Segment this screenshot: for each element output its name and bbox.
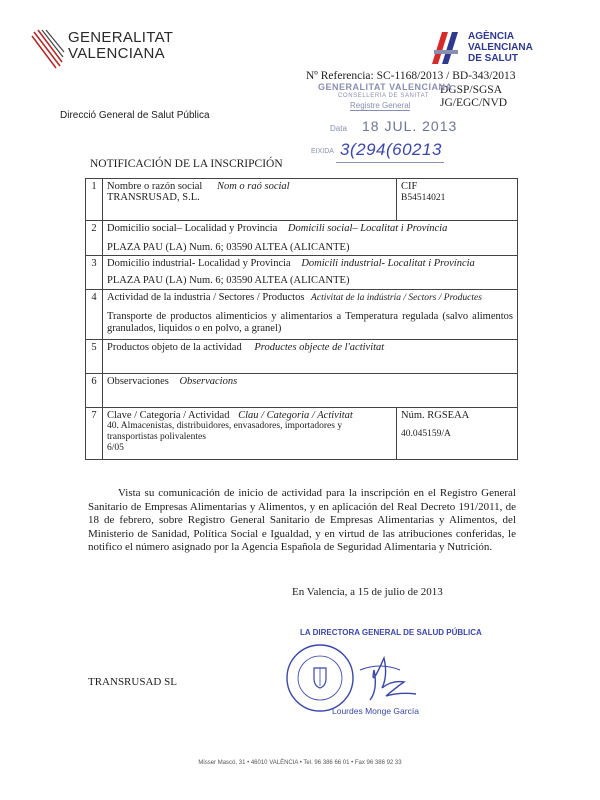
form-row-name — [86, 179, 518, 221]
logo-line-2: VALENCIANA — [68, 45, 165, 62]
activity-description: Transporte de productos alimenticios y alimentarios a Temperatura regulada (salvo alimentos granulados, liquidos o en polvo, a granel) — [107, 311, 513, 334]
stamp-exit-label: EIXIDA — [311, 148, 334, 155]
cif-value: B54514021 — [401, 193, 446, 203]
field-label: Productos objeto de la actividad — [107, 342, 242, 353]
form-row-category — [86, 408, 518, 460]
stamp-exit-number: 3(294(60213 — [340, 140, 442, 159]
aval-emblem-icon — [430, 28, 464, 68]
reference-code-1: DGSP/SGSA — [440, 84, 502, 96]
row-number: 2 — [86, 221, 103, 256]
field-label: Observaciones — [107, 376, 169, 387]
form-row-observations — [86, 374, 518, 408]
field-label-valencian: Productes objecte de l'activitat — [254, 342, 385, 353]
field-label-valencian: Domicili social– Localitat i Província — [287, 223, 448, 234]
aval-line-3: DE SALUT — [468, 53, 518, 64]
field-label-valencian: Activitat de la indústria / Sectors / Productes — [311, 293, 482, 303]
row-number: 3 — [86, 256, 103, 290]
signatory-name: Lourdes Monge García — [332, 706, 419, 716]
row-number: 5 — [86, 340, 103, 374]
aval-line-1: AGÈNCIA — [468, 31, 515, 42]
department-name: Direcció General de Salut Pública — [60, 110, 210, 121]
logo-line-1: GENERALITAT — [68, 29, 174, 46]
document-title: NOTIFICACIÓN DE LA INSCRIPCIÓN — [90, 158, 283, 170]
company-name: TRANSRUSAD, S.L. — [107, 192, 200, 203]
row-number: 7 — [86, 408, 103, 460]
notification-body: Vista su comunicación de inicio de actividad para la inscripción en el Registro General Sanitario de Empresas Alimentarias y Alimentos, y en aplicación del Real Decreto 191/2011, de 18 de febrero, sobre Registro General Sanitario de Empresas Alimentarias y Alimentos, del Ministerio de Sanidad, Política Social e Igualdad, y en virtud de las atribuciones conferidas, le notifico el número asignado por la Agencia Española de Seguridad Alimentaria y Nutrición. — [88, 487, 516, 553]
form-row-activity — [86, 290, 518, 340]
stamp-line-1: GENERALITAT VALENCIANA — [318, 82, 453, 92]
stamp-line-3: Registre General — [350, 101, 411, 110]
field-label: Clave / Categoría / Actividad — [107, 410, 230, 421]
form-row-products — [86, 340, 518, 374]
row-number: 1 — [86, 179, 103, 221]
reference-number: Nº Referencia: SC-1168/2013 / BD-343/2013 — [306, 70, 516, 82]
field-label: Domicilio industrial- Localidad y Provincia — [107, 258, 291, 269]
cif-label: CIF — [401, 181, 418, 192]
form-row-registered-address — [86, 221, 518, 256]
reference-code-2: JG/EGC/NVD — [440, 97, 508, 109]
field-label-valencian: Observacions — [179, 376, 238, 387]
category-description: 40. Almacenistas, distribuidores, envasadores, importadores y transportistas polivalentes — [107, 421, 343, 442]
rgseaa-label: Núm. RGSEAA — [401, 410, 470, 421]
form-row-industrial-address — [86, 256, 518, 290]
place-and-date: En Valencia, a 15 de julio de 2013 — [292, 586, 443, 598]
stamp-date: 18 JUL. 2013 — [362, 118, 458, 134]
field-label-valencian: Nom o raó social — [216, 181, 290, 192]
row-number: 6 — [86, 374, 103, 408]
industrial-address: PLAZA PAU (LA) Num. 6; 03590 ALTEA (ALICANTE) — [107, 275, 350, 286]
field-label: Actividad de la industria / Sectores / Productos — [107, 292, 305, 303]
registered-address: PLAZA PAU (LA) Num. 6; 03590 ALTEA (ALICANTE) — [107, 242, 350, 253]
generalitat-emblem-icon — [30, 26, 66, 70]
footer-address: Misser Mascó, 31 • 46010 VALÈNCIA • Tel. 96 386 66 01 • Fax 96 386 92 33 — [198, 760, 402, 766]
row-number: 4 — [86, 290, 103, 340]
recipient-name: TRANSRUSAD SL — [88, 676, 177, 688]
field-label-valencian: Clau / Categoria / Activitat — [238, 410, 353, 421]
stamp-underline — [336, 162, 444, 163]
stamp-line-2: CONSELLERIA DE SANITAT — [338, 93, 429, 99]
rgseaa-number: 40.045159/A — [401, 429, 451, 439]
stamp-date-label: Data — [330, 124, 347, 133]
category-code: 6/05 — [107, 443, 124, 453]
field-label: Nombre o razón social — [107, 181, 203, 192]
generalitat-logo — [30, 26, 180, 74]
aval-line-2: VALENCIANA — [468, 42, 533, 53]
signatory-title: LA DIRECTORA GENERAL DE SALUD PÚBLICA — [300, 628, 482, 637]
field-label: Domicilio social– Localidad y Provincia — [107, 223, 278, 234]
field-label-valencian: Domicili industrial- Localitat i Província — [301, 258, 475, 269]
inscription-form — [85, 178, 518, 460]
